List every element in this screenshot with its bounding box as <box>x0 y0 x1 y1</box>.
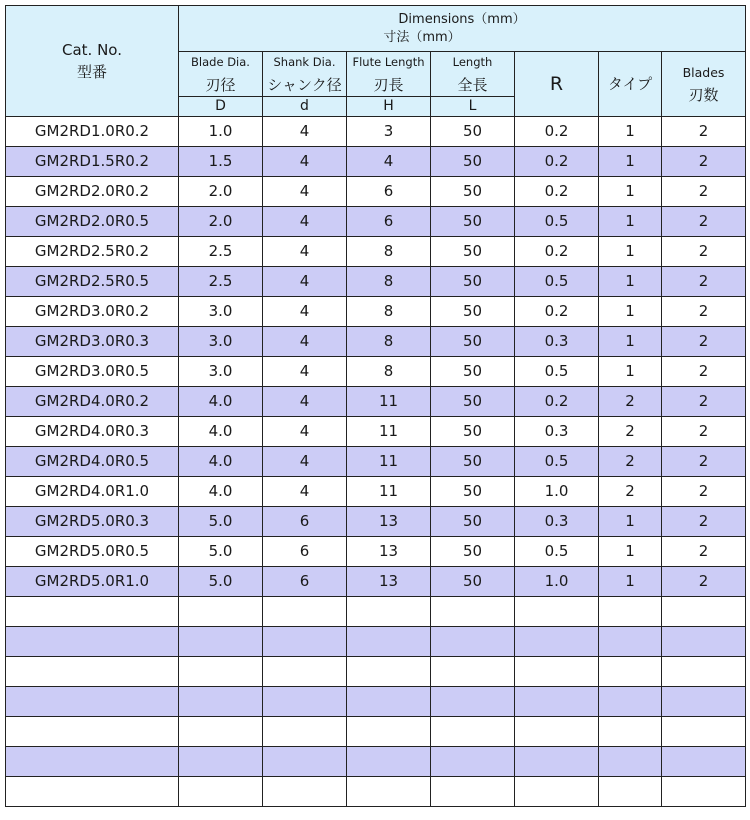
cell-type: 2 <box>599 476 662 506</box>
table-row <box>6 236 746 266</box>
cell-d: 5.0 <box>179 566 263 596</box>
cell-d: 4.0 <box>179 476 263 506</box>
cell-h: 13 <box>347 536 431 566</box>
cell-h: 8 <box>347 326 431 356</box>
cell-blades <box>662 596 746 626</box>
cell-d <box>179 716 263 746</box>
cell-l: 50 <box>431 416 515 446</box>
cell-blades: 2 <box>662 296 746 326</box>
cell-h: 13 <box>347 566 431 596</box>
cell-l: 50 <box>431 326 515 356</box>
cell-d <box>179 686 263 716</box>
cell-cat: GM2RD1.5R0.2 <box>6 146 179 176</box>
cell-r <box>515 716 599 746</box>
cell-type: 1 <box>599 566 662 596</box>
cell-h: 8 <box>347 296 431 326</box>
cell-r: 0.3 <box>515 506 599 536</box>
table-row <box>6 146 746 176</box>
cell-blades: 2 <box>662 266 746 296</box>
cell-cat <box>6 596 179 626</box>
cell-h: 11 <box>347 476 431 506</box>
cell-l <box>431 626 515 656</box>
table-row <box>6 506 746 536</box>
cell-type: 2 <box>599 416 662 446</box>
header-cat-no-jp: 型番 <box>76 62 107 81</box>
cell-r: 0.3 <box>515 326 599 356</box>
cell-cat <box>6 716 179 746</box>
cell-type: 1 <box>599 266 662 296</box>
cell-d: 2.0 <box>179 206 263 236</box>
cell-d <box>263 686 347 716</box>
cell-type <box>599 776 662 806</box>
header-blades-jp: 刃数 <box>688 85 719 104</box>
cell-type: 1 <box>599 236 662 266</box>
cell-cat <box>6 656 179 686</box>
header-blade-dia-sym: D <box>179 96 263 116</box>
cell-cat: GM2RD2.5R0.5 <box>6 266 179 296</box>
cell-r <box>515 776 599 806</box>
cell-d: 2.0 <box>179 176 263 206</box>
cell-h: 8 <box>347 236 431 266</box>
cell-h: 11 <box>347 386 431 416</box>
cell-l: 50 <box>431 236 515 266</box>
table-row <box>6 356 746 386</box>
cell-l: 50 <box>431 116 515 146</box>
cell-d: 4 <box>263 326 347 356</box>
cell-blades: 2 <box>662 176 746 206</box>
cell-h: 3 <box>347 116 431 146</box>
cell-d: 4 <box>263 206 347 236</box>
cell-d: 3.0 <box>179 356 263 386</box>
cell-type <box>599 746 662 776</box>
cell-l: 50 <box>431 506 515 536</box>
cell-type: 1 <box>599 116 662 146</box>
cell-l <box>431 686 515 716</box>
cell-cat <box>6 746 179 776</box>
header-length-en: Length <box>431 52 515 74</box>
cell-type <box>599 596 662 626</box>
cell-d: 2.5 <box>179 236 263 266</box>
header-cat-no-en: Cat. No. <box>62 40 122 59</box>
cell-l <box>431 776 515 806</box>
cell-r: 0.5 <box>515 356 599 386</box>
header-flute-jp: 刃長 <box>347 74 431 97</box>
cell-d: 6 <box>263 566 347 596</box>
cell-d <box>263 746 347 776</box>
cell-d <box>263 596 347 626</box>
cell-blades: 2 <box>662 326 746 356</box>
cell-d: 4 <box>263 446 347 476</box>
cell-h: 6 <box>347 206 431 236</box>
cell-d: 4 <box>263 476 347 506</box>
header-flute-sym: H <box>347 96 431 116</box>
header-shank-dia-jp: シャンク径 <box>263 74 347 97</box>
header-type: タイプ <box>599 52 662 117</box>
cell-d: 6 <box>263 536 347 566</box>
cell-l <box>431 596 515 626</box>
cell-d <box>263 776 347 806</box>
cell-l: 50 <box>431 446 515 476</box>
cell-d <box>263 656 347 686</box>
cell-type <box>599 626 662 656</box>
cell-blades <box>662 746 746 776</box>
cell-d <box>179 746 263 776</box>
cell-h: 11 <box>347 446 431 476</box>
cell-h: 8 <box>347 356 431 386</box>
cell-h: 13 <box>347 506 431 536</box>
cell-cat: GM2RD4.0R0.2 <box>6 386 179 416</box>
cell-h <box>347 686 431 716</box>
cell-d: 1.5 <box>179 146 263 176</box>
cell-type: 2 <box>599 386 662 416</box>
cell-cat: GM2RD2.5R0.2 <box>6 236 179 266</box>
cell-r <box>515 686 599 716</box>
cell-h: 6 <box>347 176 431 206</box>
cell-d: 4.0 <box>179 446 263 476</box>
cell-type: 1 <box>599 206 662 236</box>
cell-r <box>515 596 599 626</box>
cell-d <box>263 716 347 746</box>
cell-r: 1.0 <box>515 566 599 596</box>
cell-h <box>347 596 431 626</box>
table-row <box>6 566 746 596</box>
cell-h <box>347 626 431 656</box>
cell-d: 4.0 <box>179 416 263 446</box>
cell-r: 0.2 <box>515 296 599 326</box>
table-row <box>6 446 746 476</box>
cell-blades: 2 <box>662 146 746 176</box>
cell-l: 50 <box>431 476 515 506</box>
cell-r: 0.2 <box>515 236 599 266</box>
cell-h: 4 <box>347 146 431 176</box>
cell-r: 0.5 <box>515 266 599 296</box>
cell-d: 4 <box>263 146 347 176</box>
header-blade-dia-en: Blade Dia. <box>179 52 263 74</box>
header-cat-no <box>6 6 179 117</box>
cell-d: 2.5 <box>179 266 263 296</box>
table-header <box>6 6 746 117</box>
cell-blades <box>662 776 746 806</box>
cell-d: 4 <box>263 266 347 296</box>
header-flute-en: Flute Length <box>347 52 431 74</box>
cell-cat: GM2RD4.0R0.3 <box>6 416 179 446</box>
cell-l <box>431 656 515 686</box>
cell-cat: GM2RD3.0R0.5 <box>6 356 179 386</box>
cell-l: 50 <box>431 146 515 176</box>
cell-blades: 2 <box>662 416 746 446</box>
table-row <box>6 776 746 806</box>
cell-l: 50 <box>431 566 515 596</box>
cell-type: 1 <box>599 326 662 356</box>
table-row <box>6 326 746 356</box>
cell-blades: 2 <box>662 236 746 266</box>
cell-blades: 2 <box>662 536 746 566</box>
cell-l: 50 <box>431 176 515 206</box>
cell-l: 50 <box>431 266 515 296</box>
cell-blades <box>662 686 746 716</box>
cell-d: 4 <box>263 236 347 266</box>
cell-cat: GM2RD3.0R0.3 <box>6 326 179 356</box>
header-r: R <box>515 52 599 117</box>
cell-h <box>347 776 431 806</box>
table-row <box>6 296 746 326</box>
cell-r <box>515 626 599 656</box>
cell-l: 50 <box>431 536 515 566</box>
cell-type <box>599 686 662 716</box>
cell-l <box>431 746 515 776</box>
table-row <box>6 386 746 416</box>
cell-r: 0.3 <box>515 416 599 446</box>
cell-blades: 2 <box>662 116 746 146</box>
table-row <box>6 686 746 716</box>
cell-d: 4 <box>263 176 347 206</box>
header-dimensions <box>179 6 746 52</box>
cell-cat: GM2RD5.0R0.3 <box>6 506 179 536</box>
cell-l: 50 <box>431 296 515 326</box>
header-blades-en: Blades <box>682 64 725 80</box>
cell-cat: GM2RD3.0R0.2 <box>6 296 179 326</box>
cell-blades: 2 <box>662 206 746 236</box>
cell-blades <box>662 716 746 746</box>
cell-cat <box>6 626 179 656</box>
cell-cat: GM2RD5.0R1.0 <box>6 566 179 596</box>
cell-d <box>263 626 347 656</box>
cell-blades: 2 <box>662 386 746 416</box>
cell-cat: GM2RD4.0R1.0 <box>6 476 179 506</box>
cell-type: 1 <box>599 356 662 386</box>
cell-blades <box>662 656 746 686</box>
cell-cat: GM2RD2.0R0.2 <box>6 176 179 206</box>
cell-blades: 2 <box>662 566 746 596</box>
cell-cat: GM2RD4.0R0.5 <box>6 446 179 476</box>
table-row <box>6 176 746 206</box>
table-row <box>6 416 746 446</box>
cell-h: 11 <box>347 416 431 446</box>
cell-h <box>347 716 431 746</box>
table-row <box>6 626 746 656</box>
cell-cat: GM2RD5.0R0.5 <box>6 536 179 566</box>
table-row <box>6 266 746 296</box>
cell-d: 4 <box>263 296 347 326</box>
cell-type: 1 <box>599 176 662 206</box>
cell-type: 2 <box>599 446 662 476</box>
table-row <box>6 206 746 236</box>
cell-type: 1 <box>599 146 662 176</box>
cell-d: 4 <box>263 116 347 146</box>
cell-l: 50 <box>431 206 515 236</box>
cell-r <box>515 746 599 776</box>
table-body <box>6 116 746 806</box>
table-row <box>6 536 746 566</box>
cell-l: 50 <box>431 386 515 416</box>
header-shank-dia-sym: d <box>263 96 347 116</box>
cell-h <box>347 746 431 776</box>
cell-blades <box>662 626 746 656</box>
cell-r: 1.0 <box>515 476 599 506</box>
cell-d: 5.0 <box>179 536 263 566</box>
cell-blades: 2 <box>662 356 746 386</box>
cell-blades: 2 <box>662 476 746 506</box>
header-blades <box>662 52 746 117</box>
cell-d: 4.0 <box>179 386 263 416</box>
cell-d: 1.0 <box>179 116 263 146</box>
cell-type <box>599 656 662 686</box>
cell-d <box>179 776 263 806</box>
table-row <box>6 716 746 746</box>
cell-d: 3.0 <box>179 296 263 326</box>
cell-r: 0.5 <box>515 206 599 236</box>
header-dimensions-jp: 寸法（mm） <box>383 29 461 45</box>
cell-r: 0.5 <box>515 446 599 476</box>
cell-r: 0.2 <box>515 386 599 416</box>
cell-type: 1 <box>599 536 662 566</box>
cell-d: 6 <box>263 506 347 536</box>
cell-type <box>599 716 662 746</box>
table-row <box>6 746 746 776</box>
cell-blades: 2 <box>662 506 746 536</box>
cell-blades: 2 <box>662 446 746 476</box>
cell-d <box>179 656 263 686</box>
cell-d: 5.0 <box>179 506 263 536</box>
cell-cat <box>6 776 179 806</box>
cell-r: 0.2 <box>515 176 599 206</box>
cell-d: 4 <box>263 356 347 386</box>
header-length-jp: 全長 <box>431 74 515 97</box>
cell-h <box>347 656 431 686</box>
cell-cat: GM2RD2.0R0.5 <box>6 206 179 236</box>
cell-l: 50 <box>431 356 515 386</box>
header-length-sym: L <box>431 96 515 116</box>
cell-r <box>515 656 599 686</box>
table-row <box>6 656 746 686</box>
cell-cat: GM2RD1.0R0.2 <box>6 116 179 146</box>
table-row <box>6 596 746 626</box>
header-blade-dia-jp: 刃径 <box>179 74 263 97</box>
cell-d <box>179 626 263 656</box>
table-row <box>6 116 746 146</box>
cell-h: 8 <box>347 266 431 296</box>
cell-l <box>431 716 515 746</box>
header-dimensions-en: Dimensions（mm） <box>398 11 526 27</box>
spec-table <box>5 5 746 807</box>
cell-d: 4 <box>263 386 347 416</box>
cell-r: 0.5 <box>515 536 599 566</box>
cell-type: 1 <box>599 296 662 326</box>
header-shank-dia-en: Shank Dia. <box>263 52 347 74</box>
cell-d: 3.0 <box>179 326 263 356</box>
cell-type: 1 <box>599 506 662 536</box>
cell-r: 0.2 <box>515 116 599 146</box>
cell-cat <box>6 686 179 716</box>
table-row <box>6 476 746 506</box>
cell-r: 0.2 <box>515 146 599 176</box>
cell-d <box>179 596 263 626</box>
cell-d: 4 <box>263 416 347 446</box>
